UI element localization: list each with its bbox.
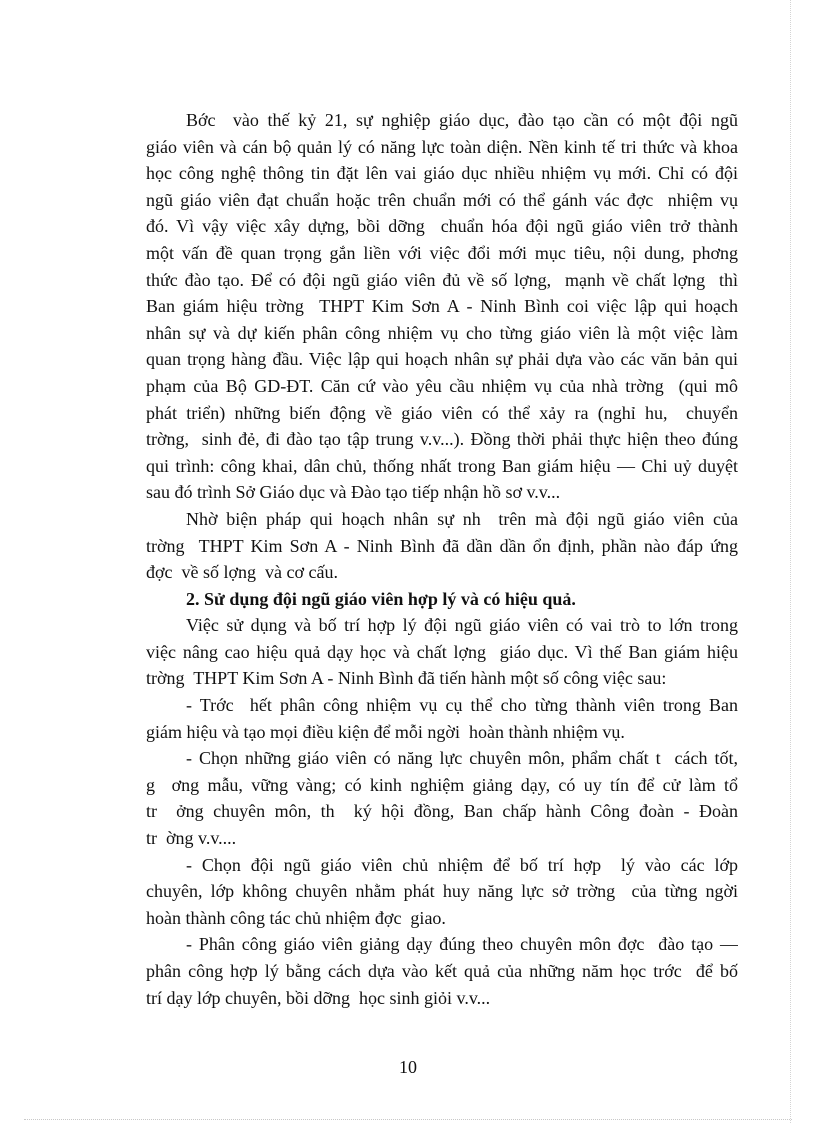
page-bottom-border: [24, 1119, 792, 1120]
text-line: trí dạy lớp chuyên, bồi dỡng học sinh giỏi v.v...: [146, 987, 491, 1008]
text-line: - Trớc hết phân công nhiệm vụ cụ thể cho từng thành viên trong Ban: [186, 695, 738, 716]
text-line: hoàn thành công tác chủ nhiệm đợc giao.: [146, 907, 446, 928]
text-line: thức đào tạo. Để có đội ngũ giáo viên đủ về số lợng, mạnh về chất lợng thì: [146, 269, 738, 290]
text-line: học công nghệ thông tin đặt lên vai giáo dục nhiều nhiệm vụ mới. Chỉ có đội: [146, 163, 738, 184]
paragraph: [146, 506, 738, 586]
text-line: nhân sự và dự kiến phân công nhiệm vụ cho từng giáo viên là một việc làm: [146, 322, 738, 343]
text-line: phân công hợp lý bằng cách dựa vào kết quả của những năm học trớc để bố: [146, 961, 738, 981]
bullet-item: [146, 931, 738, 1011]
text-line: phát triển) những biến động về giáo viên có thể xảy ra (nghỉ hu, chuyển: [146, 402, 738, 423]
text-line: g ơng mẫu, vững vàng; có kinh nghiệm giảng dạy, có uy tín để cử làm tổ: [146, 774, 738, 795]
text-line: Nhờ biện pháp qui hoạch nhân sự nh trên mà đội ngũ giáo viên của: [186, 508, 738, 529]
text-line: một vấn đề quan trọng gắn liền với việc đổi mới mục tiêu, nội dung, phơng: [146, 242, 738, 263]
text-line: phạm của Bộ GD-ĐT. Căn cứ vào yêu cầu nhiệm vụ của nhà trờng (qui mô: [146, 375, 738, 396]
text-line: - Chọn những giáo viên có năng lực chuyên môn, phẩm chất t cách tốt,: [186, 748, 738, 769]
text-line: Ban giám hiệu trờng THPT Kim Sơn A - Ninh Bình coi việc lập qui hoạch: [146, 296, 738, 317]
bullet-item: [146, 692, 738, 745]
text-line: ngũ giáo viên đạt chuẩn hoặc trên chuẩn mới có thể gánh vác đợc nhiệm vụ: [146, 189, 738, 210]
bullet-item: [146, 852, 738, 932]
text-line: chuyên, lớp không chuyên nhằm phát huy năng lực sở trờng của từng ngời: [146, 881, 738, 902]
text-line: tr ởng chuyên môn, th ký hội đồng, Ban chấp hành Công đoàn - Đoàn: [146, 801, 738, 822]
paragraph: [146, 612, 738, 692]
text-line: giám hiệu và tạo mọi điều kiện để mỗi ngời hoàn thành nhiệm vụ.: [146, 721, 625, 742]
section-heading: 2. Sử dụng đội ngũ giáo viên hợp lý và có hiệu quả.: [186, 588, 576, 609]
text-line: quan trọng hàng đầu. Việc lập qui hoạch nhân sự phải dựa vào các văn bản qui: [146, 349, 738, 370]
text-line: sau đó trình Sở Giáo dục và Đào tạo tiếp nhận hồ sơ v.v...: [146, 482, 561, 503]
page-right-border: [790, 0, 791, 1123]
paragraph: [146, 107, 738, 506]
page-body: [146, 107, 738, 1011]
text-line: việc nâng cao hiệu quả dạy học và chất lợng giáo dục. Vì thế Ban giám hiệu: [146, 641, 738, 662]
text-line: - Phân công giáo viên giảng dạy đúng theo chuyên môn đợc đào tạo —: [186, 934, 738, 955]
text-line: trờng THPT Kim Sơn A - Ninh Bình đã dần dần ổn định, phần nào đáp ứng: [146, 535, 738, 556]
text-line: Việc sử dụng và bố trí hợp lý đội ngũ giáo viên có vai trò to lớn trong: [186, 615, 738, 636]
text-line: Bớc vào thế kỷ 21, sự nghiệp giáo dục, đào tạo cần có một đội ngũ: [186, 110, 738, 130]
text-line: đó. Vì vậy việc xây dựng, bồi dỡng chuẩn hóa đội ngũ giáo viên trở thành: [146, 216, 738, 237]
text-line: tr ờng v.v....: [146, 828, 237, 849]
text-line: - Chọn đội ngũ giáo viên chủ nhiệm để bố trí hợp lý vào các lớp: [186, 854, 738, 875]
page-number: 10: [399, 1057, 417, 1077]
text-line: qui trình: công khai, dân chủ, thống nhất trong Ban giám hiệu — Chi uỷ duyệt: [146, 455, 738, 476]
text-line: giáo viên và cán bộ quản lý có năng lực toàn diện. Nền kinh tế tri thức và khoa: [146, 136, 738, 157]
bullet-item: [146, 745, 738, 851]
text-line: trờng THPT Kim Sơn A - Ninh Bình đã tiến hành một số công việc sau:: [146, 668, 667, 689]
text-line: đợc về số lợng và cơ cấu.: [146, 562, 338, 583]
text-line: trờng, sinh đẻ, đi đào tạo tập trung v.v...). Đồng thời phải thực hiện theo đúng: [146, 429, 738, 450]
